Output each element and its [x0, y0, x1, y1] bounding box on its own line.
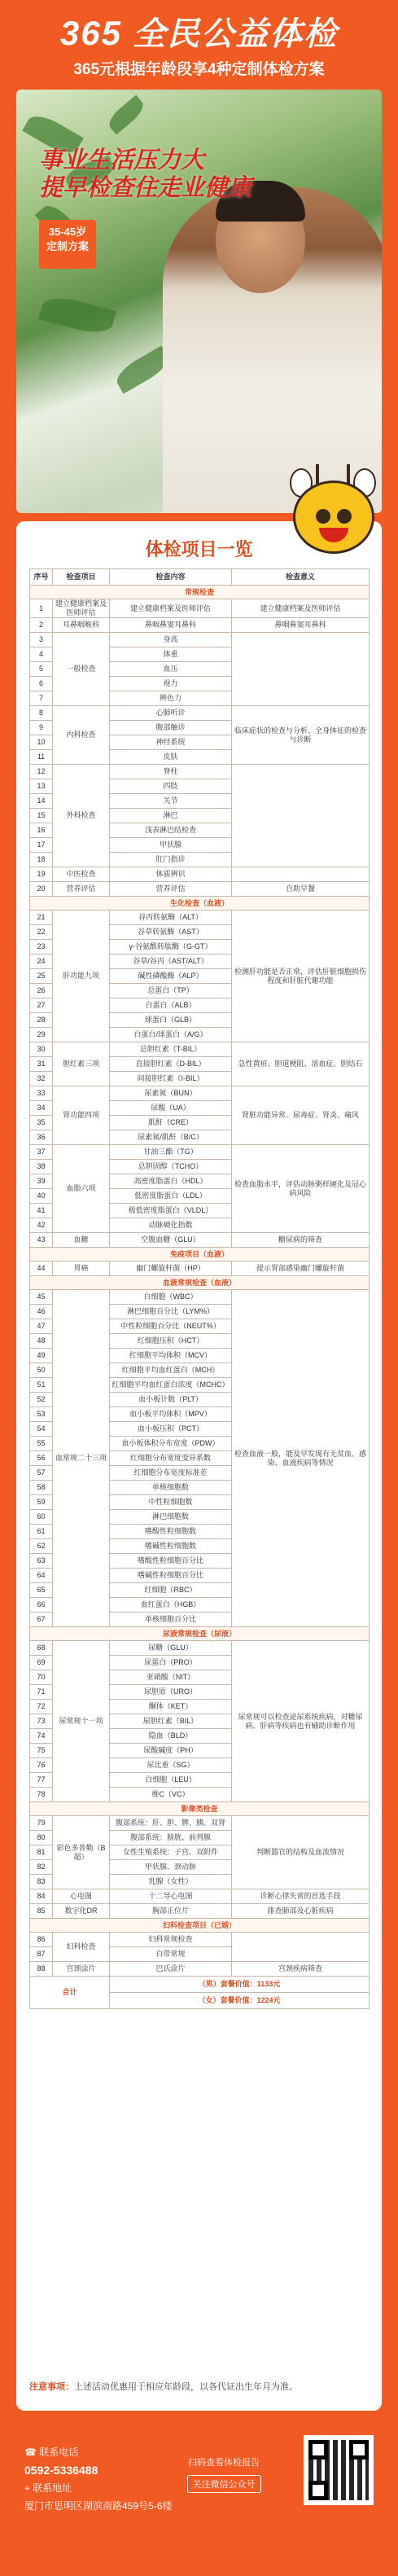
cell-content: 血小板压积（PCT） [110, 1422, 232, 1437]
section-title: 影像类检查 [30, 1802, 370, 1816]
cell-content: 动脉硬化指数 [110, 1218, 232, 1233]
cell-content: 淋巴细胞百分比（LYM%） [110, 1305, 232, 1319]
cell-index: 74 [30, 1729, 53, 1744]
cell-index: 3 [30, 633, 53, 647]
cell-index: 36 [30, 1130, 53, 1145]
cell-item: 一般检查 [53, 633, 110, 706]
cell-item: 肾功能四项 [53, 1086, 110, 1145]
table-row [30, 1962, 370, 1977]
cell-content: 碱性磷酸酶（ALP） [110, 969, 232, 984]
cell-content: 红细胞平均血红蛋白浓度（MCHC） [110, 1378, 232, 1393]
cell-content: 中性粒细胞数 [110, 1495, 232, 1510]
cell-content: 嗜碱性粒细胞百分比 [110, 1569, 232, 1583]
cell-index: 67 [30, 1613, 53, 1627]
cell-index: 46 [30, 1305, 53, 1319]
cell-index: 75 [30, 1744, 53, 1758]
table-row [30, 633, 370, 647]
cell-index: 85 [30, 1904, 53, 1919]
cell-meaning: 鼻咽鼻窦耳鼻科 [232, 618, 370, 633]
cell-item: 血脂六项 [53, 1145, 110, 1233]
cell-index: 86 [30, 1933, 53, 1947]
cell-index: 2 [30, 618, 53, 633]
cell-content: 单核细胞百分比 [110, 1613, 232, 1627]
phone-label: ☎ 联系电话 [24, 2447, 79, 2458]
cell-content: 营养评估 [110, 882, 232, 897]
cell-content: 胸部正位片 [110, 1904, 232, 1919]
cell-content: 谷草转氨酶（AST） [110, 925, 232, 940]
cell-content: 谷草/谷丙（AST/ALT） [110, 954, 232, 969]
table-row [30, 1042, 370, 1057]
table-row [30, 1889, 370, 1904]
cell-index: 29 [30, 1028, 53, 1042]
cell-content: 白细胞（LEU） [110, 1773, 232, 1788]
cell-index: 51 [30, 1378, 53, 1393]
cell-content: 白细胞（WBC） [110, 1290, 232, 1305]
cell-index: 50 [30, 1363, 53, 1378]
cell-content: 淋巴细胞数 [110, 1510, 232, 1525]
address-text: 厦门市思明区湖滨南路459号5-6楼 [24, 2500, 173, 2512]
table-row [30, 1933, 370, 1947]
cell-content: 视力 [110, 677, 232, 691]
cell-index: 48 [30, 1334, 53, 1349]
cell-content: 谷丙转氨酶（ALT） [110, 911, 232, 925]
cell-item: 血糖 [53, 1233, 110, 1248]
cell-content: 空腹血糖（GLU） [110, 1233, 232, 1248]
cell-index: 66 [30, 1598, 53, 1613]
cell-content: 腹部系统：膀胱、前列腺 [110, 1831, 232, 1845]
location-icon: ⌖ [24, 2482, 33, 2494]
table-row [30, 1262, 370, 1276]
cell-content: 白带常规 [110, 1947, 232, 1962]
cell-index: 38 [30, 1160, 53, 1174]
cell-index: 78 [30, 1788, 53, 1802]
cell-index: 33 [30, 1086, 53, 1101]
cell-content: 尿素氮（BUN） [110, 1086, 232, 1101]
phone-icon: ☎ [24, 2447, 40, 2458]
section-title: 尿液常规检查（尿液） [30, 1627, 370, 1641]
cell-meaning: 糖尿病的筛查 [232, 1233, 370, 1248]
cell-index: 65 [30, 1583, 53, 1598]
table-row [30, 1233, 370, 1248]
cell-content: 白蛋白（ALB） [110, 998, 232, 1013]
cell-content: 红细胞平均血红蛋白（MCH） [110, 1363, 232, 1378]
card-title: 体检项目一览 [145, 539, 253, 560]
slogan-line-1: 事业生活压力大 [39, 147, 205, 173]
cell-content: 身高 [110, 633, 232, 647]
cell-content: 嗜酸性粒细胞数 [110, 1525, 232, 1539]
cell-content: 女性生殖系统：子宫、双附件 [110, 1845, 232, 1860]
cell-content: 腹部触诊 [110, 721, 232, 735]
cell-content: 神经系统 [110, 735, 232, 750]
cell-index: 37 [30, 1145, 53, 1160]
notice-label: 注意事项： [29, 2382, 74, 2392]
hero-banner [0, 0, 398, 505]
cell-index: 17 [30, 838, 53, 853]
cell-item: 建立健康档案及医师评估 [53, 599, 110, 618]
cell-meaning: 诊断心律失常的首选手段 [232, 1889, 370, 1904]
page-title [0, 8, 398, 55]
cell-index: 73 [30, 1714, 53, 1729]
age-tag-plan: 定制方案 [46, 240, 89, 252]
cell-content: 心肺听诊 [110, 706, 232, 721]
cell-index: 12 [30, 765, 53, 779]
title-text: 全民公益体检 [121, 16, 339, 52]
cell-content: 单核细胞数 [110, 1481, 232, 1495]
cell-content: 极低密度脂蛋白（VLDL） [110, 1204, 232, 1218]
table-row [30, 882, 370, 897]
cell-item: 胃癌 [53, 1262, 110, 1276]
cell-meaning: 肾脏功能异常、尿毒症、肾炎、痛风 [232, 1086, 370, 1145]
cell-index: 35 [30, 1116, 53, 1130]
header-index: 序号 [30, 569, 53, 586]
cell-meaning: 提示胃部感染幽门螺旋杆菌 [232, 1262, 370, 1276]
cell-meaning: 宫颈疾病筛查 [232, 1962, 370, 1977]
cell-index: 19 [30, 867, 53, 882]
table-row [30, 1086, 370, 1101]
cell-content: 鼻咽鼻窦耳鼻科 [110, 618, 232, 633]
age-tag-range: 35-45岁 [48, 226, 87, 238]
cell-item: 宫颈涂片 [53, 1962, 110, 1977]
cell-content: 红细胞压积（HCT） [110, 1334, 232, 1349]
section-header-row [30, 1627, 370, 1641]
cell-content: 总胆固醇（TCHO） [110, 1160, 232, 1174]
cell-index: 16 [30, 823, 53, 838]
total-label: 合计 [30, 1977, 110, 2009]
cell-content: 球蛋白（GLB） [110, 1013, 232, 1028]
cell-content: 十二导心电图 [110, 1889, 232, 1904]
cell-meaning [232, 765, 370, 867]
cell-index: 28 [30, 1013, 53, 1028]
section-title: 妇科检查项目（已婚） [30, 1919, 370, 1933]
table-row [30, 1641, 370, 1656]
scan-hint: 扫码查看体检报告 [188, 2458, 260, 2468]
cell-index: 70 [30, 1670, 53, 1685]
cell-index: 26 [30, 984, 53, 998]
cell-index: 15 [30, 809, 53, 823]
header-meaning: 检查意义 [232, 569, 370, 586]
cell-content: 间接胆红素（I-BIL） [110, 1072, 232, 1086]
cell-index: 5 [30, 662, 53, 677]
cell-meaning: 急性黄疸、胆道梗阻、溶血症、胆结石 [232, 1042, 370, 1086]
cell-index: 40 [30, 1189, 53, 1204]
cell-meaning [232, 633, 370, 706]
cell-meaning [232, 867, 370, 882]
notice-text: 上述活动优惠用于相应年龄段，以各代证出生年月为准。 [74, 2382, 298, 2392]
cell-index: 54 [30, 1422, 53, 1437]
cell-index: 14 [30, 794, 53, 809]
cell-content: 血小板平均体积（MPV） [110, 1407, 232, 1422]
cell-content: 低密度脂蛋白（LDL） [110, 1189, 232, 1204]
cell-meaning: 排查肺部及心脏疾病 [232, 1904, 370, 1919]
cell-index: 39 [30, 1174, 53, 1189]
cell-item: 彩色多普勒（B超） [53, 1816, 110, 1889]
cell-index: 21 [30, 911, 53, 925]
table-row [30, 1290, 370, 1305]
cell-index: 32 [30, 1072, 53, 1086]
cell-content: 辨色力 [110, 691, 232, 706]
cell-index: 23 [30, 940, 53, 954]
cell-content: 甲状腺 [110, 838, 232, 853]
cell-content: 四肢 [110, 779, 232, 794]
cell-content: 甲状腺、颈动脉 [110, 1860, 232, 1875]
cell-meaning: 判断器官的结构及血流情况 [232, 1816, 370, 1889]
cell-index: 42 [30, 1218, 53, 1233]
cell-content: 巴氏涂片 [110, 1962, 232, 1977]
cell-content: 血压 [110, 662, 232, 677]
cell-content: 嗜碱性粒细胞数 [110, 1539, 232, 1554]
cell-item: 中医检查 [53, 867, 110, 882]
cell-meaning [232, 1933, 370, 1962]
header-item: 检查项目 [53, 569, 110, 586]
cell-index: 20 [30, 882, 53, 897]
cell-index: 47 [30, 1319, 53, 1334]
cell-index: 82 [30, 1860, 53, 1875]
cell-index: 60 [30, 1510, 53, 1525]
table-body [30, 586, 370, 1977]
cell-content: 酮体（KET） [110, 1700, 232, 1714]
cell-content: 高密度脂蛋白（HDL） [110, 1174, 232, 1189]
slogan-line-2: 提早检查住走业健康 [39, 175, 252, 201]
cell-meaning: 尿常规可以检查泌尿系统疾病，对糖尿病、肝病等疾病也有辅助诊断作用 [232, 1641, 370, 1802]
cell-meaning: 临床症状的检查与分析、全身体征的检查与诊断 [232, 706, 370, 765]
cell-item: 尿常规十一项 [53, 1641, 110, 1802]
cell-item: 数字化DR [53, 1904, 110, 1919]
cell-index: 49 [30, 1349, 53, 1363]
cell-content: 幽门螺旋杆菌（HP） [110, 1262, 232, 1276]
follow-hint: 关注微信公众号 [187, 2475, 261, 2493]
cell-index: 76 [30, 1758, 53, 1773]
cell-index: 62 [30, 1539, 53, 1554]
table-row [30, 765, 370, 779]
cell-content: 嗜酸性粒细胞百分比 [110, 1554, 232, 1569]
section-header-row [30, 1248, 370, 1262]
section-title: 生化检查（血液） [30, 897, 370, 911]
cell-item: 耳鼻咽喉科 [53, 618, 110, 633]
cell-index: 79 [30, 1816, 53, 1831]
table-row [30, 599, 370, 618]
section-header-row [30, 1276, 370, 1290]
cell-index: 1 [30, 599, 53, 618]
cell-content: 体重 [110, 647, 232, 662]
cell-content: 总蛋白（TP） [110, 984, 232, 998]
table-header-row [30, 569, 370, 586]
cell-content: 体质辨识 [110, 867, 232, 882]
cell-index: 24 [30, 954, 53, 969]
cell-index: 11 [30, 750, 53, 765]
cell-content: 皮肤 [110, 750, 232, 765]
cell-content: 建立健康档案及医师评估 [110, 599, 232, 618]
cell-index: 25 [30, 969, 53, 984]
exam-table [29, 568, 370, 2009]
cell-index: 31 [30, 1057, 53, 1072]
cell-content: 隐血（BLD） [110, 1729, 232, 1744]
cell-item: 营养评估 [53, 882, 110, 897]
cell-content: 乳腺（女性） [110, 1875, 232, 1889]
cell-item: 心电图 [53, 1889, 110, 1904]
cell-index: 52 [30, 1393, 53, 1407]
cell-content: 淋巴 [110, 809, 232, 823]
footer [0, 2411, 398, 2576]
cell-content: 维C（VC） [110, 1788, 232, 1802]
cell-index: 56 [30, 1451, 53, 1466]
cell-index: 34 [30, 1101, 53, 1116]
notice [29, 2380, 369, 2393]
section-title: 常规检查 [30, 586, 370, 599]
slogan [39, 147, 251, 202]
cell-content: 尿蛋白（PRO） [110, 1656, 232, 1670]
section-header-row [30, 1919, 370, 1933]
cell-meaning: 检测肝功能是否正常，评估肝脏细胞损伤程度和肝脏代谢功能 [232, 911, 370, 1042]
cell-item: 胆红素三项 [53, 1042, 110, 1086]
cell-content: 红细胞分布宽度标准差 [110, 1466, 232, 1481]
cell-index: 9 [30, 721, 53, 735]
cell-content: 妇科常规检查 [110, 1933, 232, 1947]
cell-content: 尿酸（UA） [110, 1101, 232, 1116]
cell-content: 血小板计数（PLT） [110, 1393, 232, 1407]
cell-content: 血小板体积分布宽度（PDW） [110, 1437, 232, 1451]
cell-content: 尿素氮/肌酐（B/C） [110, 1130, 232, 1145]
cell-content: 尿比重（SG） [110, 1758, 232, 1773]
section-title: 免疫项目（血液） [30, 1248, 370, 1262]
cell-item: 肝功能九项 [53, 911, 110, 1042]
cell-meaning: 建立健康档案及医师评估 [232, 599, 370, 618]
bee-mascot [285, 464, 383, 562]
cell-index: 72 [30, 1700, 53, 1714]
cell-content: 总胆红素（T-BIL） [110, 1042, 232, 1057]
cell-index: 61 [30, 1525, 53, 1539]
cell-content: 关节 [110, 794, 232, 809]
section-header-row [30, 1802, 370, 1816]
cell-index: 69 [30, 1656, 53, 1670]
cell-content: 红细胞分布宽度变异系数 [110, 1451, 232, 1466]
cell-content: 直接胆红素（D-BIL） [110, 1057, 232, 1072]
cell-content: 红细胞（RBC） [110, 1583, 232, 1598]
cell-item: 外科检查 [53, 765, 110, 867]
cell-content: 甘油三酯（TG） [110, 1145, 232, 1160]
cell-content: 中性粒细胞百分比（NEUT%） [110, 1319, 232, 1334]
cell-index: 6 [30, 677, 53, 691]
cell-index: 77 [30, 1773, 53, 1788]
cell-item: 妇科检查 [53, 1933, 110, 1962]
cell-content: 尿胆原（URO） [110, 1685, 232, 1700]
cell-content: 亚硝酸（NIT） [110, 1670, 232, 1685]
cell-content: 红细胞平均体积（MCV） [110, 1349, 232, 1363]
cell-meaning: 自助早餐 [232, 882, 370, 897]
cell-index: 10 [30, 735, 53, 750]
table-row [30, 706, 370, 721]
cell-content: γ-谷氨酰转肽酶（G-GT） [110, 940, 232, 954]
table-row [30, 618, 370, 633]
cell-content: 尿酸碱度（PH） [110, 1744, 232, 1758]
cell-index: 88 [30, 1962, 53, 1977]
cell-index: 59 [30, 1495, 53, 1510]
cell-index: 43 [30, 1233, 53, 1248]
cell-index: 45 [30, 1290, 53, 1305]
cell-index: 58 [30, 1481, 53, 1495]
cell-item: 内科检查 [53, 706, 110, 765]
phone-number[interactable]: 0592-5336488 [24, 2464, 98, 2477]
cell-meaning: 检查血脂水平，评估动脉粥样硬化及冠心病风险 [232, 1145, 370, 1233]
address-label: ⌖ 联系地址 [24, 2482, 72, 2494]
cell-index: 81 [30, 1845, 53, 1860]
table-row [30, 1145, 370, 1160]
cell-index: 83 [30, 1875, 53, 1889]
footer-contact [24, 2443, 172, 2515]
cell-index: 80 [30, 1831, 53, 1845]
cell-index: 7 [30, 691, 53, 706]
cell-index: 13 [30, 779, 53, 794]
cell-index: 68 [30, 1641, 53, 1656]
cell-index: 53 [30, 1407, 53, 1422]
total-row-male [30, 1977, 370, 1993]
page-subtitle: 365元根据年龄段享4种定制体检方案 [73, 61, 325, 78]
cell-index: 30 [30, 1042, 53, 1057]
cell-index: 27 [30, 998, 53, 1013]
cell-content: 肛门指诊 [110, 853, 232, 867]
cell-content: 血红蛋白（HGB） [110, 1598, 232, 1613]
cell-index: 84 [30, 1889, 53, 1904]
cell-content: 腹部系统：肝、胆、脾、胰、双肾 [110, 1816, 232, 1831]
title-number: 365 [59, 14, 122, 52]
cell-index: 41 [30, 1204, 53, 1218]
cell-index: 87 [30, 1947, 53, 1962]
cell-index: 4 [30, 647, 53, 662]
cell-index: 8 [30, 706, 53, 721]
exam-items-card [16, 521, 382, 2411]
qr-code[interactable] [304, 2435, 374, 2505]
cell-content: 肌酐（CRE） [110, 1116, 232, 1130]
cell-item: 血常规二十三项 [53, 1290, 110, 1627]
cell-content: 白蛋白/球蛋白（A/G） [110, 1028, 232, 1042]
table-row [30, 911, 370, 925]
cell-content: 尿糖（GLU） [110, 1641, 232, 1656]
cell-content: 脊柱 [110, 765, 232, 779]
footer-center [163, 2455, 285, 2493]
section-header-row [30, 897, 370, 911]
section-title: 血液常规检查（血液） [30, 1276, 370, 1290]
table-row [30, 867, 370, 882]
section-header-row [30, 586, 370, 599]
header-content: 检查内容 [110, 569, 232, 586]
cell-index: 63 [30, 1554, 53, 1569]
cell-index: 55 [30, 1437, 53, 1451]
cell-content: 尿胆红素（BIL） [110, 1714, 232, 1729]
cell-index: 22 [30, 925, 53, 940]
cell-index: 71 [30, 1685, 53, 1700]
cell-index: 18 [30, 853, 53, 867]
cell-index: 44 [30, 1262, 53, 1276]
cell-index: 57 [30, 1466, 53, 1481]
total-male: （男）套餐价值：1133元 [110, 1977, 370, 1993]
cell-index: 64 [30, 1569, 53, 1583]
total-female: （女）套餐价值：1224元 [110, 1993, 370, 2009]
cell-meaning: 检查血液一般，能及早发现有无贫血、感染、血液疾病等情况 [232, 1290, 370, 1627]
table-row [30, 1816, 370, 1831]
age-tag [39, 220, 96, 269]
table-row [30, 1904, 370, 1919]
cell-content: 浅表淋巴结检查 [110, 823, 232, 838]
